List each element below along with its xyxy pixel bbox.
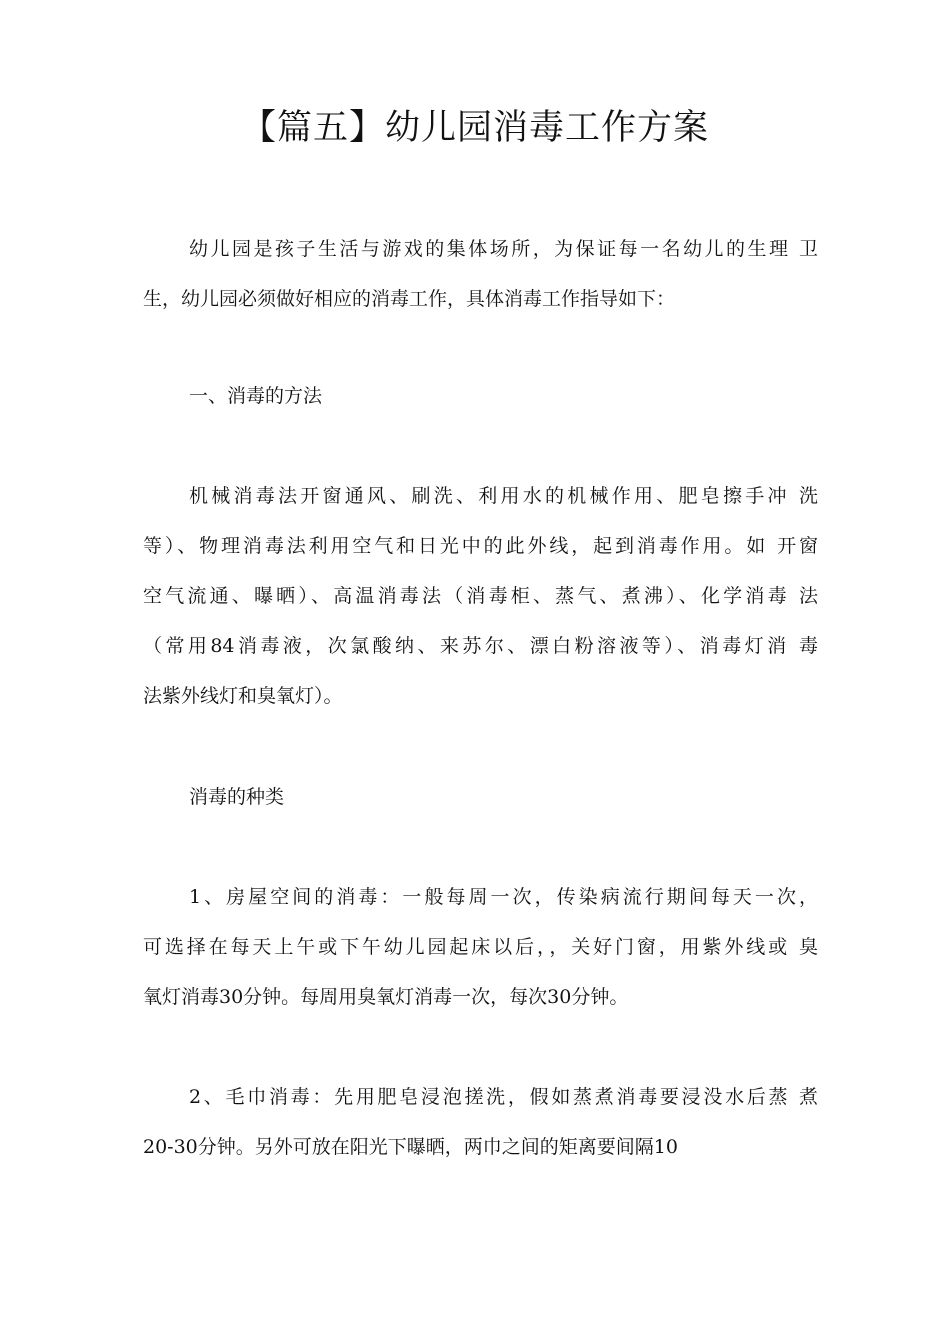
intro-paragraph (143, 224, 818, 324)
section-heading-types-text: 消毒的种类 (189, 786, 285, 808)
intro-line-1: 幼儿园是孩子生活与游戏的集体场所，为保证每一名幼儿的生理 卫 (189, 238, 818, 260)
section-heading-methods-text: 一、消毒的方法 (189, 385, 323, 407)
item-1-line-3: 氧灯消毒30分钟。每周用臭氧灯消毒一次，每次30分钟。 (143, 986, 629, 1008)
item-1-line-1: 1、房屋空间的消毒：一般每周一次，传染病流行期间每天一次， (189, 886, 818, 908)
methods-line-2: 等）、物理消毒法利用空气和日光中的此外线，起到消毒作用。如 开窗 (143, 535, 818, 557)
item-1-paragraph (143, 872, 818, 1022)
item-2-line-1: 2、毛巾消毒：先用肥皂浸泡搓洗，假如蒸煮消毒要浸没水后蒸 煮 (189, 1086, 818, 1108)
methods-paragraph (143, 471, 818, 721)
section-heading-methods (143, 371, 818, 421)
document-title: 【篇五】幼儿园消毒工作方案 (240, 108, 709, 148)
intro-line-2: 生，幼儿园必须做好相应的消毒工作，具体消毒工作指导如下： (143, 288, 676, 310)
methods-line-4: （常用84消毒液，次氯酸纳、来苏尔、漂白粉溶液等）、消毒灯消 毒 (143, 635, 818, 657)
item-1-line-2: 可选择在每天上午或下午幼儿园起床以后，，关好门窗，用紫外线或 臭 (143, 936, 818, 958)
item-2-line-2: 20-30分钟。另外可放在阳光下曝晒，两巾之间的矩离要间隔10 (143, 1136, 678, 1158)
methods-line-3: 空气流通、曝晒）、高温消毒法（消毒柜、蒸气、煮沸）、化学消毒 法 (143, 585, 818, 607)
section-heading-types (143, 772, 818, 822)
item-2-paragraph (143, 1072, 818, 1172)
methods-line-5: 法紫外线灯和臭氧灯）。 (143, 685, 343, 707)
methods-line-1: 机械消毒法开窗通风、刷洗、利用水的机械作用、肥皂擦手冲 洗 (189, 485, 818, 507)
